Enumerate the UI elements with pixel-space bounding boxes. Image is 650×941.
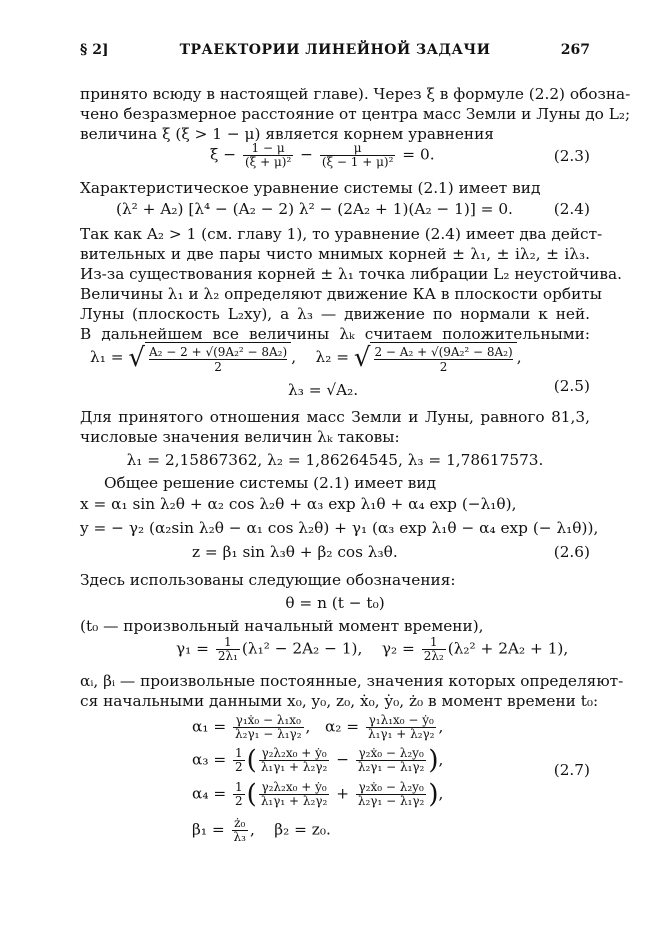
numerator: γ₂λ₂x₀ + ẏ₀ [259,781,329,795]
numerator: 1 [216,636,240,650]
numerator: 1 − μ [243,142,293,156]
lambda3-expression: λ₃ = √A₂. [288,381,359,399]
equation-number: (2.4) [553,200,590,218]
equation-2-3 [80,140,590,174]
numerator: 2 − A₂ + √(9A₂² − 8A₂) [374,345,513,359]
text-line: Здесь использованы следующие обозначения: [80,571,456,589]
equation-number: (2.5) [553,377,590,395]
eq-term: , [516,348,522,366]
eq-term: ξ − [210,145,237,164]
text-line: Характеристическое уравнение системы (2.1) имеет вид [80,179,541,197]
fraction [366,714,436,741]
text-line: Для принятого отношения масс Земли и Луны, равного 81,3, [80,408,590,426]
numerator: γ₂ẋ₀ − λ₂y₀ [356,747,426,761]
section-marker: § 2] [80,42,109,58]
numerator: γ₂ẋ₀ − λ₂y₀ [356,781,426,795]
radical-icon: √ [353,343,371,373]
denominator: λ₁γ₁ + λ₂γ₂ [260,794,328,808]
denominator: λ₂γ₁ − λ₁γ₂ [357,760,425,774]
eq-term: − [336,750,350,769]
text-line: Так как A₂ > 1 (см. главу 1), то уравнение (2.4) имеет два дейст- [80,225,603,243]
equation-2-6-x: x = α₁ sin λ₂θ + α₂ cos λ₂θ + α₃ exp λ₁θ + α₄ exp (−λ₁θ), [80,495,517,513]
fraction [422,636,446,663]
text-line: величина ξ (ξ > 1 − μ) является корнем уравнения [80,125,494,143]
alpha4-label: α₄ = [192,784,227,803]
radicand [145,342,291,374]
denominator: λ₁γ₁ + λ₂γ₂ [260,760,328,774]
numeric-values: λ₁ = 2,15867362, λ₂ = 1,86264545, λ₃ = 1,78617573. [126,451,544,469]
text-line: (t₀ — произвольный начальный момент времени), [80,617,484,635]
text-line: вительных и две пары чисто мнимых корней ± λ₁, ± iλ₂, ± iλ₃. [80,245,590,263]
paren-right: ) [428,745,439,776]
equation-2-6-y: y = − γ₂ (α₂sin λ₂θ − α₁ cos λ₂θ) + γ₁ (α₃ exp λ₁θ − α₄ exp (− λ₁θ)), [80,519,599,537]
fraction [232,817,248,844]
lambda1-label: λ₁ = [90,348,124,366]
fraction [233,714,303,741]
denominator: (ξ − 1 + μ)² [321,155,394,169]
fraction [233,747,245,774]
chapter-title: ТРАЕКТОРИИ ЛИНЕЙНОЙ ЗАДАЧИ [179,42,491,58]
alpha4-row: α₄ = $\frac{1}{2}$ ( $\frac{\text{γ₂λ₂x₀ + ẏ₀}}{\text{λ₁γ₁ + λ₂γ₂}}$ + $\frac{\text{γ₂ẋ₀ − λ₂y₀}}{\text{λ₂γ₁ − λ₁γ₂}}$ ), [192,779,444,810]
alpha1-label: α₁ = [192,717,227,736]
fraction [320,142,396,169]
text-line: принято всюду в настоящей главе). Через ξ в формуле (2.2) обозна- [80,85,631,103]
text-line: Из-за существования корней ± λ₁ точка либрации L₂ неустойчива. [80,265,622,283]
alpha1-alpha2-row: α₁ = $\frac{\text{γ₁ẋ₀ − λ₁x₀}}{\text{λ₂γ₁ − λ₁γ₂}}$ , α₂ = $\frac{\text{γ₁λ₁x₀ − ẏ₀}}{\text{λ₁γ₁ + λ₂γ₂}}$ , [192,713,444,741]
eq-expression: (λ² + A₂) [λ⁴ − (A₂ − 2) λ² − (2A₂ + 1)(A₂ − 1)] = 0. [116,200,513,218]
eq-term: (λ₁² − 2A₂ − 1), [241,639,363,658]
denominator: 2 [214,360,222,374]
denominator: 2λ₁ [217,649,238,663]
radicand [370,342,516,374]
eq-term: + [336,784,350,803]
eq-term: (λ₂² + 2A₂ + 1), [447,639,569,658]
equation-2-7 [80,714,590,850]
page-number: 267 [560,42,590,58]
denominator: λ₂γ₁ − λ₁γ₂ [235,727,302,741]
numerator: γ₁ẋ₀ − λ₁x₀ [233,714,303,728]
numerator: A₂ − 2 + √(9A₂² − 8A₂) [148,345,288,359]
beta-row: β₁ = $\frac{\text{ż₀}}{\text{λ₃}}$ , β₂ = z₀. [192,816,331,844]
radical-icon: √ [128,343,145,373]
fraction [259,747,329,774]
text-line: αᵢ, βᵢ — произвольные постоянные, значения которых определяют- [80,672,624,690]
text-line: В дальнейшем все величины λₖ считаем положительными: [80,325,590,343]
fraction [233,781,245,808]
fraction [243,142,293,169]
text-line: Общее решение системы (2.1) имеет вид [104,474,437,492]
equation-2-5-line1 [80,338,590,386]
eq-expression: z = β₁ sin λ₃θ + β₂ cos λ₃θ. [192,543,398,561]
text-line: ся начальными данными x₀, y₀, z₀, ẋ₀, ẏ₀, ż₀ в момент времени t₀: [80,692,599,710]
numerator: μ [320,142,396,156]
numerator: 1 [235,746,243,760]
eq-term: , [291,348,297,366]
denominator: 2 [439,360,448,374]
fraction [356,781,426,808]
denominator: λ₂γ₁ − λ₁γ₂ [357,794,425,808]
alpha3-row: α₃ = $\frac{1}{2}$ ( $\frac{\text{γ₂λ₂x₀ + ẏ₀}}{\text{λ₁γ₁ + λ₂γ₂}}$ − $\frac{\text{γ₂ẋ₀ − λ₂y₀}}{\text{λ₂γ₁ − λ₁γ₂}}$ ), [192,745,444,776]
paren-left: ( [246,779,257,810]
denominator: λ₁γ₁ + λ₂γ₂ [368,727,435,741]
fraction [259,781,329,808]
equation-number: (2.6) [553,543,590,561]
denominator: (ξ + μ)² [244,155,292,169]
numerator: γ₁λ₁x₀ − ẏ₀ [366,714,436,728]
theta-definition: θ = n (t − t₀) [285,594,385,612]
fraction [216,636,240,663]
text-line: Луны (плоскость L₂xy), а λ₃ — движение по нормали к ней. [80,305,590,323]
alpha3-label: α₃ = [192,750,227,769]
denominator: 2λ₂ [423,649,444,663]
paren-right: ) [428,779,439,810]
denominator: 2 [235,760,243,774]
gamma2-label: γ₂ = [381,639,415,658]
paren-left: ( [246,745,257,776]
numerator: 1 [422,636,446,650]
equation-number: (2.7) [553,761,590,779]
eq-term: − [300,145,313,164]
equation-number: (2.3) [553,147,590,165]
text-line: чено безразмерное расстояние от центра масс Земли и Луны до L₂; [80,105,631,123]
running-header [80,42,590,64]
lambda2-label: λ₂ = [315,348,350,366]
gamma1-label: γ₁ = [176,639,209,658]
numerator: γ₂λ₂x₀ + ẏ₀ [259,747,329,761]
numerator: 1 [235,780,243,794]
numerator: ż₀ [232,817,248,831]
text-line: числовые значения величин λₖ таковы: [80,428,400,446]
denominator: 2 [235,794,243,808]
eq-term: = 0. [402,145,435,164]
beta2-expression: β₂ = z₀. [274,820,331,839]
gamma-definitions [80,634,590,666]
fraction [356,747,426,774]
text-line: Величины λ₁ и λ₂ определяют движение КА в плоскости орбиты [80,285,602,303]
alpha2-label: α₂ = [324,717,360,736]
denominator: λ₃ [233,830,246,844]
beta1-label: β₁ = [192,820,225,839]
